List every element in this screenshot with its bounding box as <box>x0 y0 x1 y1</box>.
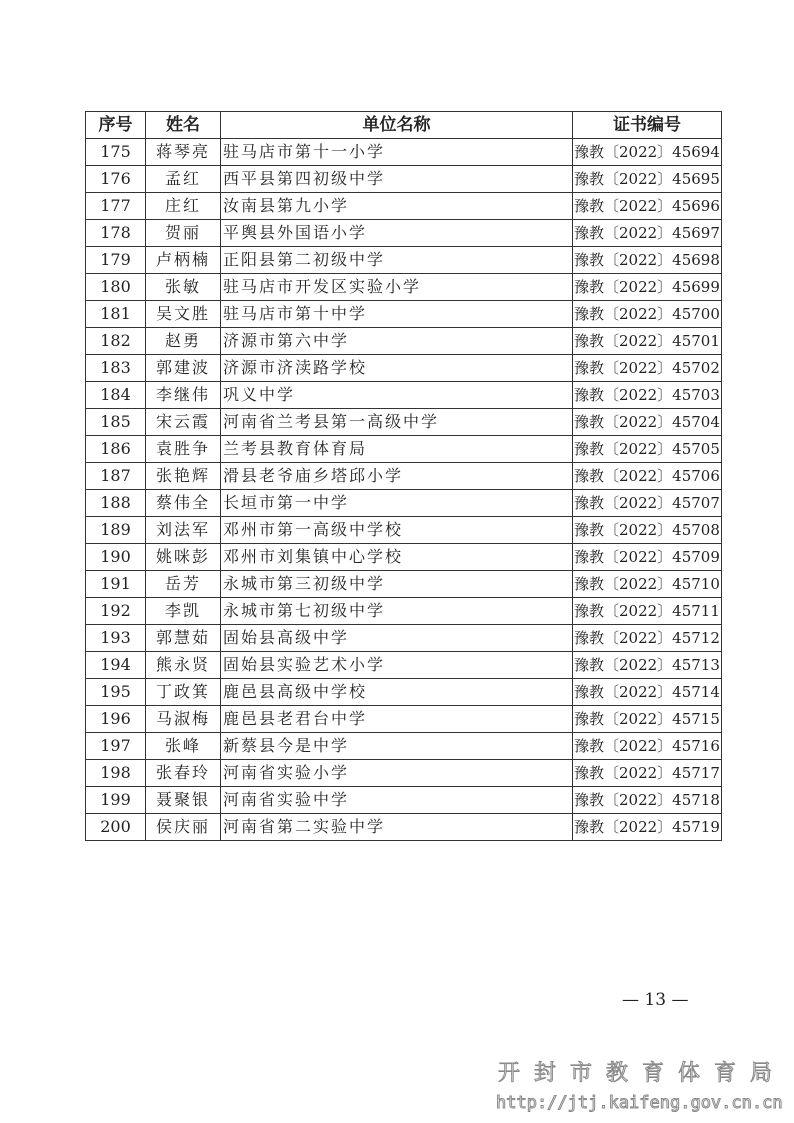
row-cert: 豫教〔2022〕45697 <box>573 220 722 247</box>
row-cert: 豫教〔2022〕45696 <box>573 193 722 220</box>
row-cert: 豫教〔2022〕45703 <box>573 382 722 409</box>
row-unit: 济源市第六中学 <box>221 328 573 355</box>
row-index: 187 <box>86 463 146 490</box>
row-cert: 豫教〔2022〕45698 <box>573 247 722 274</box>
row-cert: 豫教〔2022〕45714 <box>573 679 722 706</box>
row-index: 186 <box>86 436 146 463</box>
row-unit: 河南省实验中学 <box>221 787 573 814</box>
row-index: 182 <box>86 328 146 355</box>
row-unit: 驻马店市开发区实验小学 <box>221 274 573 301</box>
row-unit: 济源市济渎路学校 <box>221 355 573 382</box>
table-row <box>86 274 722 301</box>
table-row <box>86 166 722 193</box>
row-cert: 豫教〔2022〕45713 <box>573 652 722 679</box>
row-unit: 巩义中学 <box>221 382 573 409</box>
row-index: 179 <box>86 247 146 274</box>
row-unit: 鹿邑县高级中学校 <box>221 679 573 706</box>
table-row <box>86 571 722 598</box>
row-unit: 平舆县外国语小学 <box>221 220 573 247</box>
row-cert: 豫教〔2022〕45716 <box>573 733 722 760</box>
table-row <box>86 463 722 490</box>
row-index: 177 <box>86 193 146 220</box>
table-row <box>86 706 722 733</box>
table-row <box>86 814 722 841</box>
watermark-org: 开封市教育体育局 <box>498 1061 787 1086</box>
table-row <box>86 436 722 463</box>
table-row <box>86 625 722 652</box>
row-unit: 邓州市刘集镇中心学校 <box>221 544 573 571</box>
row-cert: 豫教〔2022〕45711 <box>573 598 722 625</box>
table-row <box>86 517 722 544</box>
table-row <box>86 301 722 328</box>
row-unit: 长垣市第一中学 <box>221 490 573 517</box>
table-row <box>86 787 722 814</box>
table-row <box>86 355 722 382</box>
row-cert: 豫教〔2022〕45705 <box>573 436 722 463</box>
row-index: 194 <box>86 652 146 679</box>
row-name: 蒋琴亮 <box>146 139 221 166</box>
row-cert: 豫教〔2022〕45710 <box>573 571 722 598</box>
row-index: 188 <box>86 490 146 517</box>
row-index: 181 <box>86 301 146 328</box>
watermark-url: http://jtj.kaifeng.gov.cn.cn <box>496 1093 783 1113</box>
row-cert: 豫教〔2022〕45700 <box>573 301 722 328</box>
row-name: 熊永贤 <box>146 652 221 679</box>
certificate-table <box>85 111 722 841</box>
table-row <box>86 490 722 517</box>
row-unit: 兰考县教育体育局 <box>221 436 573 463</box>
row-name: 李继伟 <box>146 382 221 409</box>
row-name: 袁胜争 <box>146 436 221 463</box>
table-row <box>86 382 722 409</box>
row-index: 176 <box>86 166 146 193</box>
row-unit: 鹿邑县老君台中学 <box>221 706 573 733</box>
row-cert: 豫教〔2022〕45704 <box>573 409 722 436</box>
row-name: 郭慧茹 <box>146 625 221 652</box>
page-number: — 13 — <box>622 990 689 1010</box>
row-name: 刘法军 <box>146 517 221 544</box>
table-row <box>86 544 722 571</box>
row-index: 183 <box>86 355 146 382</box>
row-cert: 豫教〔2022〕45701 <box>573 328 722 355</box>
row-index: 180 <box>86 274 146 301</box>
table-row <box>86 598 722 625</box>
row-unit: 驻马店市第十一小学 <box>221 139 573 166</box>
row-name: 贺丽 <box>146 220 221 247</box>
header-name: 姓名 <box>146 112 221 139</box>
table-row <box>86 247 722 274</box>
table-row <box>86 220 722 247</box>
row-name: 侯庆丽 <box>146 814 221 841</box>
row-name: 蔡伟全 <box>146 490 221 517</box>
table-row <box>86 652 722 679</box>
table-header-row <box>86 112 722 139</box>
table-row <box>86 679 722 706</box>
row-cert: 豫教〔2022〕45717 <box>573 760 722 787</box>
row-name: 姚咪彭 <box>146 544 221 571</box>
row-name: 赵勇 <box>146 328 221 355</box>
row-cert: 豫教〔2022〕45707 <box>573 490 722 517</box>
row-name: 聂聚银 <box>146 787 221 814</box>
row-cert: 豫教〔2022〕45694 <box>573 139 722 166</box>
row-index: 191 <box>86 571 146 598</box>
row-index: 193 <box>86 625 146 652</box>
header-cert: 证书编号 <box>573 112 722 139</box>
row-name: 岳芳 <box>146 571 221 598</box>
header-unit: 单位名称 <box>221 112 573 139</box>
header-index: 序号 <box>86 112 146 139</box>
row-name: 孟红 <box>146 166 221 193</box>
row-cert: 豫教〔2022〕45715 <box>573 706 722 733</box>
row-index: 190 <box>86 544 146 571</box>
row-name: 张春玲 <box>146 760 221 787</box>
row-unit: 驻马店市第十中学 <box>221 301 573 328</box>
row-name: 庄红 <box>146 193 221 220</box>
table-row <box>86 193 722 220</box>
row-name: 吴文胜 <box>146 301 221 328</box>
row-unit: 固始县实验艺术小学 <box>221 652 573 679</box>
row-unit: 河南省兰考县第一高级中学 <box>221 409 573 436</box>
row-unit: 河南省第二实验中学 <box>221 814 573 841</box>
row-unit: 滑县老爷庙乡塔邱小学 <box>221 463 573 490</box>
row-index: 200 <box>86 814 146 841</box>
table-row <box>86 328 722 355</box>
row-index: 185 <box>86 409 146 436</box>
table-row <box>86 760 722 787</box>
row-index: 196 <box>86 706 146 733</box>
row-name: 李凯 <box>146 598 221 625</box>
row-cert: 豫教〔2022〕45695 <box>573 166 722 193</box>
row-cert: 豫教〔2022〕45709 <box>573 544 722 571</box>
row-index: 197 <box>86 733 146 760</box>
row-name: 马淑梅 <box>146 706 221 733</box>
row-unit: 固始县高级中学 <box>221 625 573 652</box>
row-name: 郭建波 <box>146 355 221 382</box>
row-cert: 豫教〔2022〕45702 <box>573 355 722 382</box>
row-unit: 永城市第七初级中学 <box>221 598 573 625</box>
row-name: 卢柄楠 <box>146 247 221 274</box>
table-row <box>86 409 722 436</box>
row-unit: 正阳县第二初级中学 <box>221 247 573 274</box>
row-index: 189 <box>86 517 146 544</box>
row-name: 张艳辉 <box>146 463 221 490</box>
row-unit: 新蔡县今是中学 <box>221 733 573 760</box>
row-name: 宋云霞 <box>146 409 221 436</box>
row-index: 178 <box>86 220 146 247</box>
row-unit: 邓州市第一高级中学校 <box>221 517 573 544</box>
row-index: 198 <box>86 760 146 787</box>
row-unit: 河南省实验小学 <box>221 760 573 787</box>
row-name: 张敏 <box>146 274 221 301</box>
row-index: 184 <box>86 382 146 409</box>
row-index: 195 <box>86 679 146 706</box>
row-cert: 豫教〔2022〕45706 <box>573 463 722 490</box>
table-row <box>86 733 722 760</box>
row-index: 192 <box>86 598 146 625</box>
row-unit: 汝南县第九小学 <box>221 193 573 220</box>
row-cert: 豫教〔2022〕45719 <box>573 814 722 841</box>
row-index: 175 <box>86 139 146 166</box>
table-row <box>86 139 722 166</box>
row-index: 199 <box>86 787 146 814</box>
row-cert: 豫教〔2022〕45712 <box>573 625 722 652</box>
row-name: 张峰 <box>146 733 221 760</box>
row-cert: 豫教〔2022〕45708 <box>573 517 722 544</box>
row-cert: 豫教〔2022〕45699 <box>573 274 722 301</box>
row-unit: 西平县第四初级中学 <box>221 166 573 193</box>
row-unit: 永城市第三初级中学 <box>221 571 573 598</box>
row-cert: 豫教〔2022〕45718 <box>573 787 722 814</box>
row-name: 丁政箕 <box>146 679 221 706</box>
